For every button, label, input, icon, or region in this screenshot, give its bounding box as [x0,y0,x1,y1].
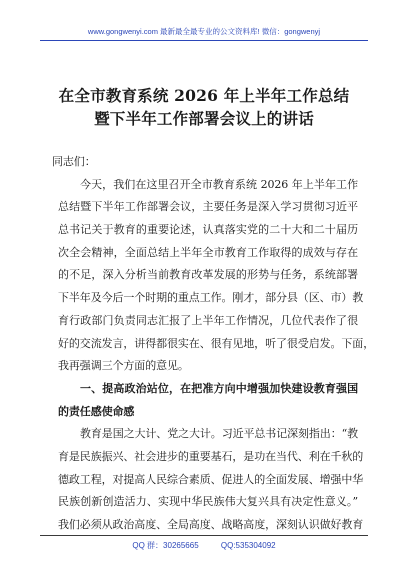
paragraph-line: 教育是国之大计、党之大计。习近平总书记深刻指出：“教 [80,427,359,441]
paragraph-line: 总书记关于教育的重要论述，认真落实党的二十大和二十届历 [58,223,358,237]
paragraph-line: 好的交流发言，讲得都很实在、很有见地，听了很受启发。下面， [58,336,375,350]
salutation: 同志们： [52,155,96,168]
title-line-1: 在全市教育系统 2026 年上半年工作总结 [58,86,350,105]
paragraph-line: 总结暨下半年工作部署会议，主要任务是深入学习贯彻习近平 [58,200,358,214]
paragraph-line: 下半年及今后一个时期的重点工作。刚才，部分县（区、市）教 [58,291,364,305]
section-heading: 的责任感使命感 [58,404,135,418]
document-title [40,84,368,130]
paragraph-line: 我们必须从政治高度、全局高度、战略高度，深刻认识做好教育 [58,518,364,531]
header-banner: www.gongwenyi.com 最新最全最专业的公文资料库! 微信：gongwenyj [87,27,321,36]
paragraph-line: 今天，我们在这里召开全市教育系统 2026 年上半年工作 [80,177,358,191]
title-line-2: 暨下半年工作部署会议上的讲话 [94,109,314,128]
paragraph-line: 育行政部门负责同志汇报了上半年工作情况，几位代表作了很 [58,313,358,327]
footer-qq-group: QQ 群：30265665 [132,541,199,550]
paragraph-line: 的不足，深入分析当前教育改革发展的形势与任务，系统部署 [58,268,358,282]
paragraph-line: 德政工程，对提高人民综合素质、促进人的全面发展、增强中华 [58,472,364,486]
footer-qq: QQ:535304092 [220,541,276,550]
footer-divider [40,535,368,536]
document-body [52,151,375,537]
section-heading: 一、提高政治站位，在把准方向中增强加快建设教育强国 [80,381,358,395]
paragraph-line: 次全会精神，全面总结上半年全市教育工作取得的成效与存在 [58,245,358,259]
paragraph-line: 我再强调三个方面的意见。 [58,359,189,373]
paragraph-line: 民族创新创造活力、实现中华民族伟大复兴具有决定性意义。” [58,495,358,509]
paragraph-line: 育是民族振兴、社会进步的重要基石，是功在当代、利在千秋的 [58,449,364,463]
footer-banner [0,540,408,551]
header-divider [40,40,368,41]
